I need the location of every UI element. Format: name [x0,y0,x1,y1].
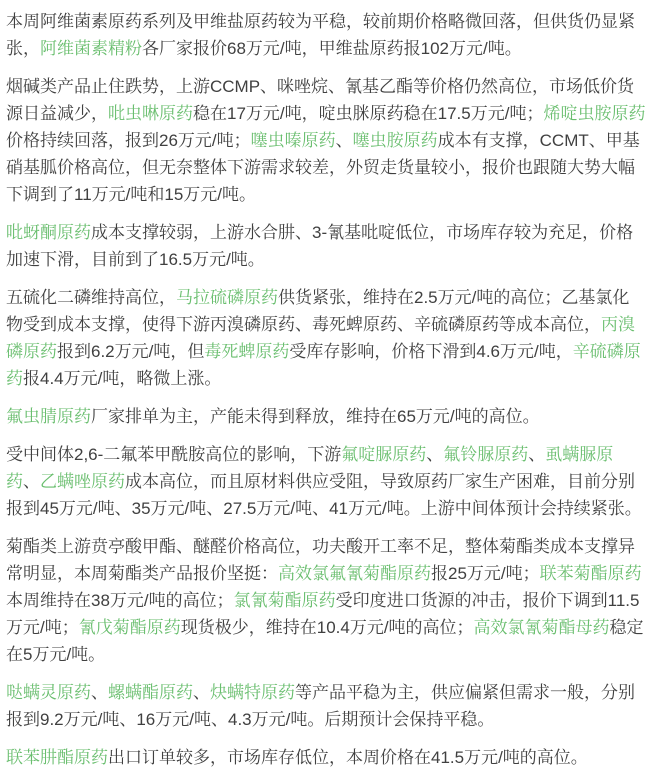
text-run: 成本高位，而且原材料供应受阻，导致原药厂家生产困难，目前分别报到45万元/吨、35万元/吨、27.5万元/吨、41万元/吨。上游中间体预计会持续紧张。 [6,472,642,518]
product-term: 马拉硫磷原药 [176,288,278,307]
paragraph [6,8,646,62]
product-term: 虱螨脲原药 [6,445,614,491]
text-run: 成本有支撑，CCMT、甲基硝基胍价格高位，但无奈整体下游需求较差，外贸走货量较小，报价也跟随大势大幅下调到了11万元/吨和15万元/吨。 [6,131,640,204]
product-term: 噻虫胺原药 [352,131,438,150]
text-run: 稳在17万元/吨，啶虫脒原药稳在17.5万元/吨； [193,104,544,123]
text-run: 本周阿维菌素原药系列及甲维盐原药较为平稳，较前期价格略微回落，但供货仍显紧张， [6,12,635,58]
product-term: 高效氯氰菊酯母药 [473,618,610,637]
text-run: 出口订单较多，市场库存低位，本周价格在41.5万元/吨的高位。 [108,748,588,767]
paragraph [6,219,646,273]
product-term: 联苯肼酯原药 [6,748,108,767]
text-run: 受中间体2,6-二氟苯甲酰胺高位的影响，下游 [6,445,342,464]
text-run: 现货极少，维持在10.4万元/吨的高位； [180,618,474,637]
product-term: 螺螨酯原药 [108,683,193,702]
paragraph [6,73,646,208]
product-term: 吡蚜酮原药 [6,223,91,242]
product-term: 哒螨灵原药 [6,683,91,702]
text-run: 本周维持在38万元/吨的高位； [6,591,234,610]
paragraph [6,441,646,522]
text-run: 报到6.2万元/吨，但 [57,342,205,361]
text-run: 菊酯类上游贲亭酸甲酯、醚醛价格高位，功夫酸开工率不足，整体菊酯类成本支撑异常明显，本周菊酯类产品报价坚挺： [6,537,635,583]
text-run: 受库存影响，价格下滑到4.6万元/吨， [289,342,573,361]
text-run: 、 [193,683,210,702]
product-term: 辛硫磷原药 [6,342,641,388]
text-run: 、 [426,445,444,464]
product-term: 阿维菌素精粉 [40,39,142,58]
paragraph [6,744,646,771]
product-term: 吡虫啉原药 [108,104,193,123]
product-term: 炔螨特原药 [210,683,295,702]
text-run: 供货紧张，维持在2.5万元/吨的高位；乙基氯化物受到成本支撑，使得下游丙溴磷原药、毒死蜱原药、辛硫磷原药等成本高位， [6,288,630,334]
text-run: 五硫化二磷维持高位， [6,288,176,307]
text-run: 烟碱类产品止住跌势，上游CCMP、咪唑烷、氰基乙酯等价格仍然高位，市场低价货源日益减少， [6,77,635,123]
product-term: 氟虫腈原药 [6,407,91,426]
text-run: 、 [335,131,353,150]
product-term: 烯啶虫胺原药 [543,104,646,123]
product-term: 毒死蜱原药 [204,342,290,361]
text-run: 稳定在5万元/吨。 [6,618,644,664]
text-run: 受印度进口货源的冲击，报价下调到11.5万元/吨； [6,591,640,637]
paragraph [6,403,646,430]
text-run: 厂家排单为主，产能未得到释放，维持在65万元/吨的高位。 [91,407,540,426]
text-run: 各厂家报价68万元/吨，甲维盐原药报102万元/吨。 [142,39,522,58]
text-run: 成本支撑较弱，上游水合肼、3-氰基吡啶低位，市场库存较为充足，价格加速下滑，目前到了16.5万元/吨。 [6,223,634,269]
paragraph [6,679,646,733]
product-term: 联苯菊酯原药 [539,564,642,583]
product-term: 氟铃脲原药 [443,445,529,464]
product-term: 高效氯氟氰菊酯原药 [278,564,431,583]
product-term: 氟啶脲原药 [341,445,427,464]
text-run: 价格持续回落，报到26万元/吨； [6,131,251,150]
text-run: 报4.4万元/吨，略微上涨。 [23,369,222,388]
text-run: 、 [528,445,546,464]
text-run: 等产品平稳为主，供应偏紧但需求一般，分别报到9.2万元/吨、16万元/吨、4.3万元/吨。后期预计会保持平稳。 [6,683,635,729]
product-term: 氰戊菊酯原药 [78,618,181,637]
text-run: 报25万元/吨； [431,564,540,583]
text-run: 、 [23,472,40,491]
product-term: 氯氰菊酯原药 [233,591,336,610]
product-term: 噻虫嗪原药 [250,131,336,150]
product-term: 丙溴磷原药 [6,315,635,361]
paragraph [6,533,646,668]
paragraph [6,284,646,392]
product-term: 乙螨唑原药 [40,472,125,491]
text-run: 、 [91,683,108,702]
